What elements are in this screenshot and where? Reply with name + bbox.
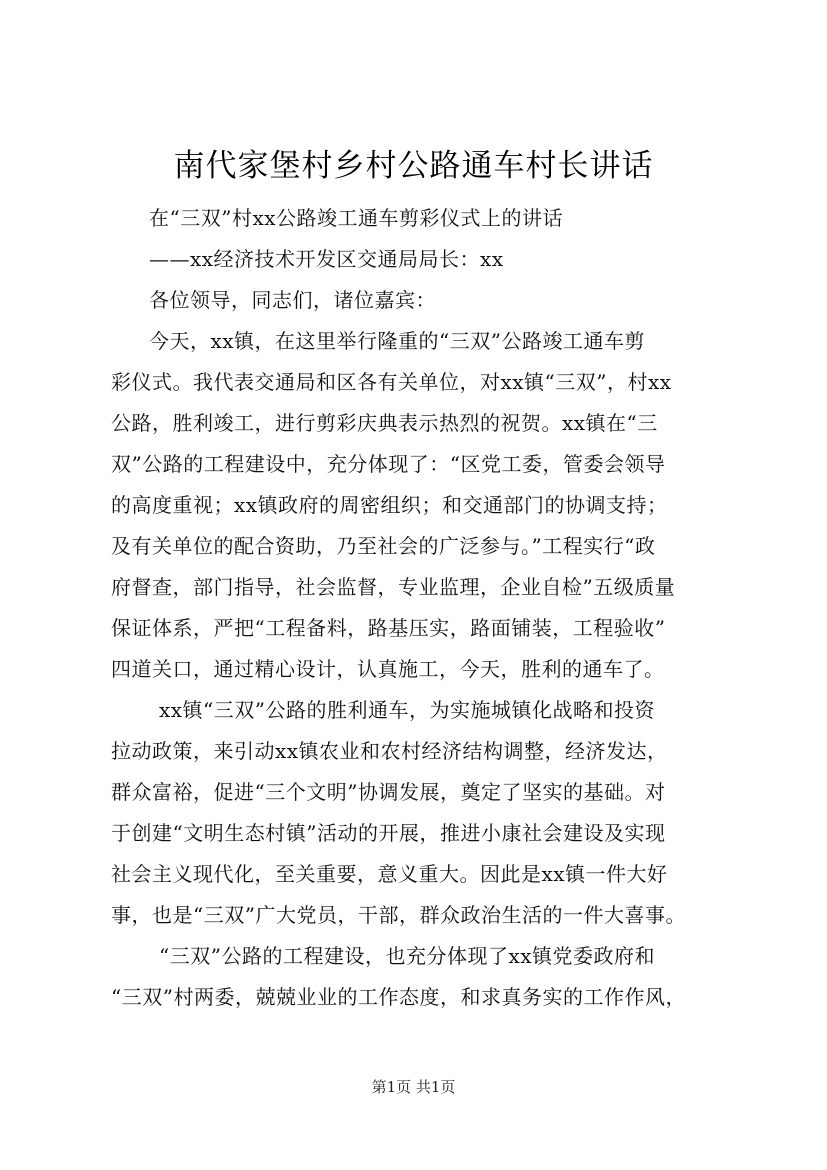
document-title: 南代家堡村乡村公路通车村长讲话 — [173, 148, 654, 184]
subtitle-line: 在“三双”村xx公路竣工通车剪彩仪式上的讲话 — [149, 206, 564, 230]
paragraph-line: “三双”公路的工程建设，也充分体现了xx镇党委政府和 — [159, 944, 656, 968]
paragraph-line: 公路，胜利竣工，进行剪彩庆典表示热烈的祝贺。xx镇在“三 — [111, 411, 658, 435]
paragraph-line: 社会主义现代化，至关重要，意义重大。因此是xx镇一件大好 — [111, 862, 668, 886]
speaker-line: ——xx经济技术开发区交通局局长：xx — [149, 247, 504, 271]
paragraph-line: 保证体系，严把“工程备料，路基压实，路面铺装，工程验收” — [111, 616, 666, 640]
paragraph-line: 双”公路的工程建设中，充分体现了：“区党工委，管委会领导 — [111, 452, 666, 476]
paragraph-line: xx镇“三双”公路的胜利通车，为实施城镇化战略和投资 — [159, 698, 656, 722]
salutation-line: 各位领导，同志们，诸位嘉宾： — [149, 288, 436, 312]
paragraph-line: 的高度重视；xx镇政府的周密组织；和交通部门的协调支持； — [111, 493, 668, 517]
paragraph-line: 群众富裕，促进“三个文明”协调发展，奠定了坚实的基础。对 — [111, 780, 666, 804]
paragraph-line: 于创建“文明生态村镇”活动的开展，推进小康社会建设及实现 — [111, 821, 666, 845]
paragraph-line: 府督查，部门指导，社会监督，专业监理，企业自检”五级质量 — [111, 575, 676, 599]
paragraph-line: 事，也是“三双”广大党员，干部，群众政治生活的一件大喜事。 — [111, 903, 686, 927]
paragraph-line: 拉动政策，来引动xx镇农业和农村经济结构调整，经济发达， — [111, 739, 668, 763]
paragraph-line: 今天，xx镇，在这里举行隆重的“三双”公路竣工通车剪 — [149, 329, 646, 353]
paragraph-line: 彩仪式。我代表交通局和区各有关单位，对xx镇“三双”，村xx — [111, 370, 672, 394]
document-body — [111, 198, 723, 1018]
paragraph-line: 四道关口，通过精心设计，认真施工，今天，胜利的通车了。 — [111, 657, 665, 681]
paragraph-line: “三双”村两委，兢兢业业的工作态度，和求真务实的工作作风， — [111, 985, 686, 1009]
paragraph-line: 及有关单位的配合资助，乃至社会的广泛参与。”工程实行“政 — [111, 534, 656, 558]
page-footer: 第1页 共1页 — [371, 1078, 456, 1096]
